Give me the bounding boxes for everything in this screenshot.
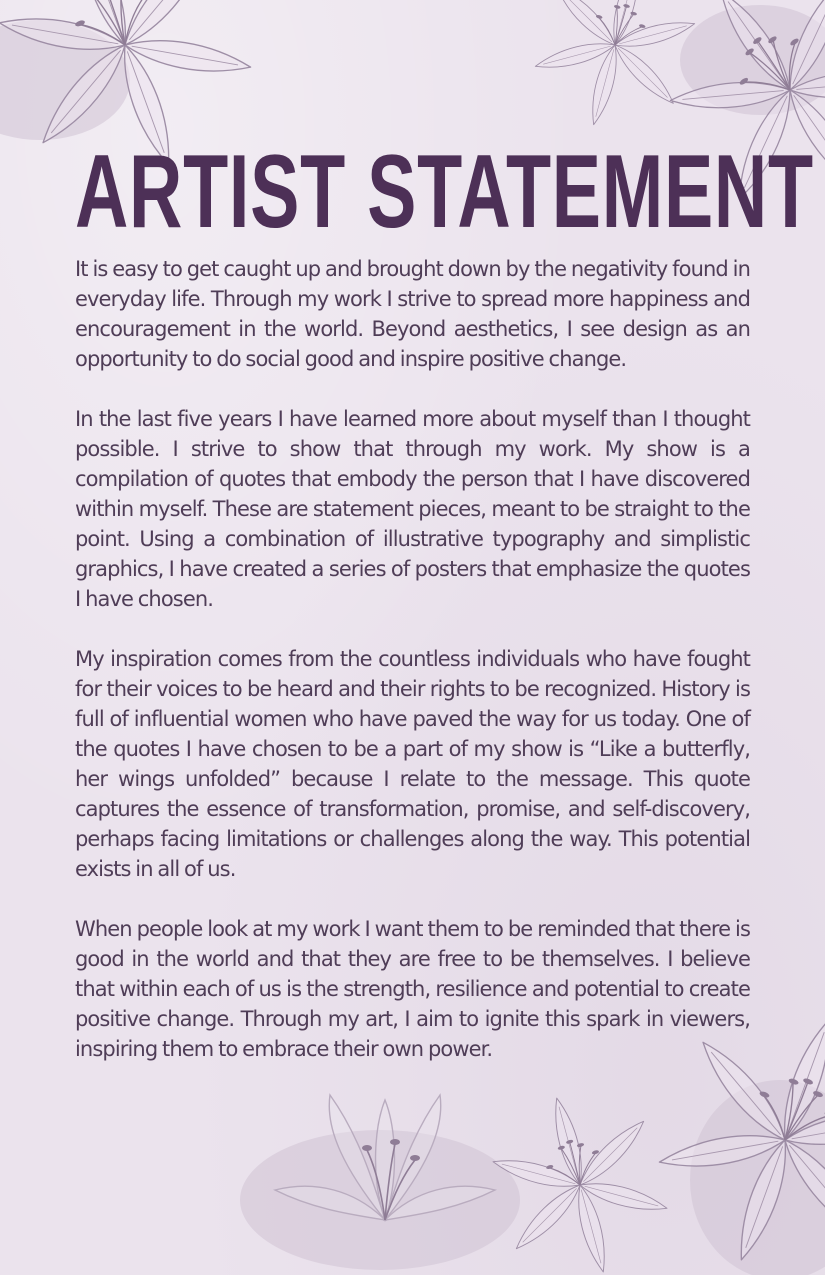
statement-paragraph: In the last five years I have learned more about myself than I thought possible. I strive to show that through my work. My show is a compilation of quotes that embody the person that I have discovered within myself. These are statement pieces, meant to be straight to the point. Using a combination of illustrative typography and simplistic graphics, I have created a series of posters that emphasize the quotes I have chosen.	[75, 407, 750, 611]
page-title: ARTIST STATEMENT	[75, 134, 814, 250]
statement-body	[75, 254, 750, 1094]
statement-paragraph: When people look at my work I want them to be reminded that there is good in the world and that they are free to be themselves. I believe that within each of us is the strength, resilience and potential to create positive change. Through my art, I aim to ignite this spark in viewers, inspiring them to embrace their own power.	[75, 917, 750, 1061]
statement-paragraph: It is easy to get caught up and brought down by the negativity found in everyday life. Through my work I strive to spread more happiness and encouragement in the world. Beyond aesthetics, I see design as an opportunity to do social good and inspire positive change.	[75, 257, 750, 371]
lily-top-right-illustration	[521, 0, 710, 144]
statement-paragraph: My inspiration comes from the countless individuals who have fought for their voices to be heard and their rights to be recognized. History is full of influential women who have paved the way for us today. One of the quotes I have chosen to be a part of my show is “Like a butterfly, her wings unfolded” because I relate to the message. This quote captures the essence of transformation, promise, and self-discovery, perhaps facing limitations or challenges along the way. This potential exists in all of us.	[75, 647, 750, 881]
